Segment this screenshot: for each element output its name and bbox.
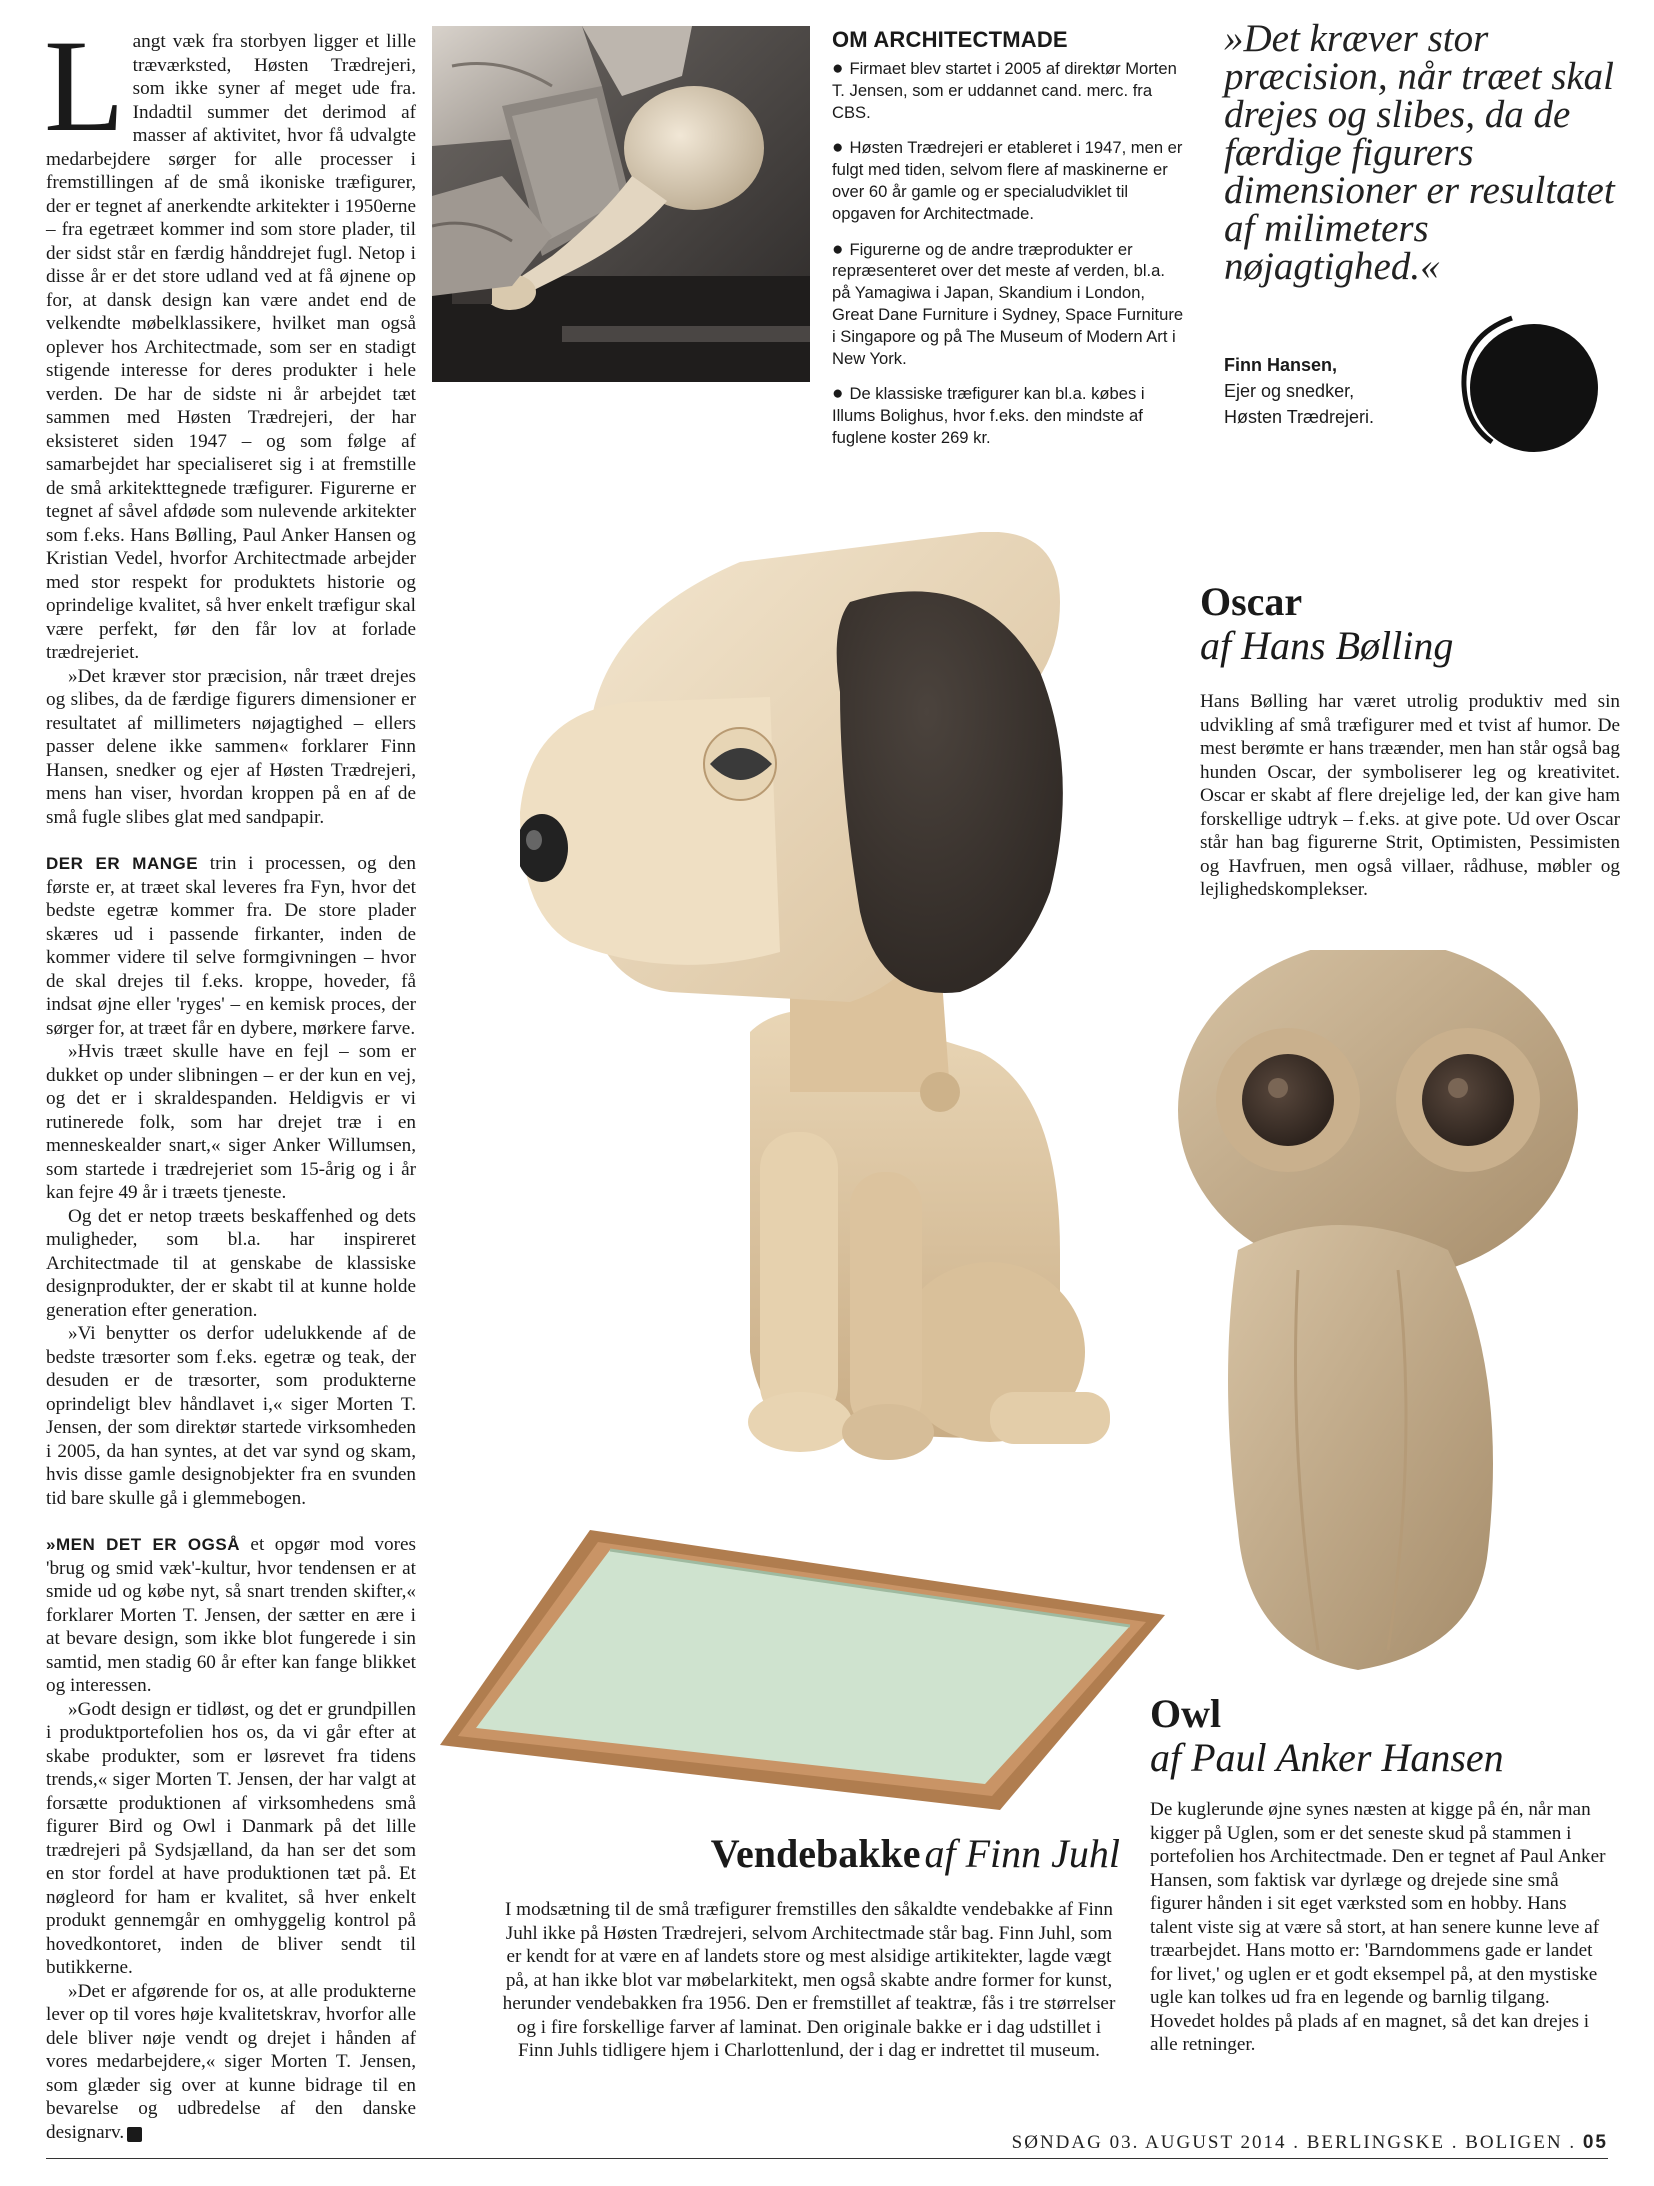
factbox-title: OM ARCHITECTMADE xyxy=(832,27,1068,52)
article-paragraph: DER ER MANGE trin i processen, og den første er, at træet skal leveres fra Fyn, hvor det bedste egetræ kommer fra. De store plader skæres ud i passende firkanter, inden de kommer videre til selve formgivningen – hvor de skal drejes til f.eks. kroppe, hoveder, få indsat øjne eller 'ryges' – en kemisk proces, der sørger for, at træet får en dybere, mørkere farve. xyxy=(46,853,416,1039)
byline-end-mark: B xyxy=(127,2127,142,2142)
bullet-icon: ● xyxy=(832,383,844,405)
article-paragraph: »Det er afgørende for os, at alle produkterne lever op til vores høje kvalitetskrav, hvorfor alle dele bliver nøje vendt og drejet i hånden af vores medarbejdere,« siger Morten T. Jensen, som glæder sig over at kunne bidrage til en bevarelse og udbredelse af den danske designarv. B xyxy=(46,1980,416,2143)
hands-sanding-illustration xyxy=(432,26,810,382)
article-paragraph: »Godt design er tidløst, og det er grundpillen i produktportefolien hos os, da vi går efter at skabe produkter, som er løsrevet fra tidens trends,« siger Morten T. Jensen, der har valgt at forsætte produktionen af virksomhedens små figurer Bird og Owl i Danmark på det lille trædrejeri på Sydsjælland, da han ser det som en stor fordel at have produktionen tæt på. Et nøgleord for ham er kvalitet, så hver enkelt produkt gennemgår en omhyggelig kontrol på hovedkontoret, inden de bliver sendt til butikkerne. xyxy=(46,1698,416,1978)
article-body xyxy=(44,12,416,2144)
oscar-dog-figure xyxy=(520,532,1180,1472)
finn-juhl-tray xyxy=(440,1520,1200,1820)
factbox-item: ● De klassiske træfigurer kan bl.a. købes i Illums Bolighus, hvor f.eks. den mindste af fuglene koster 269 kr. xyxy=(832,383,1145,447)
footer-rule xyxy=(46,2158,1608,2159)
oscar-caption xyxy=(1200,580,1620,902)
factbox-item: ● Firmaet blev startet i 2005 af direktør Morten T. Jensen, som er uddannet cand. merc. fra CBS. xyxy=(832,58,1177,122)
article-paragraph: »Hvis træet skulle have en fejl – som er dukket op under slibningen – er der kun en vej, og det er i skraldespanden. Heldigvis er vi rutinerede folk, som har drejet træ i en menneskealder snart,« siger Anker Willumsen, som startede i trædrejeriet som 15-årig og i år kan fejre 49 år i træets tjeneste. xyxy=(46,1041,416,1203)
article-paragraph: »Vi benytter os derfor udelukkende af de bedste træsorter som f.eks. egetræ og teak, der desuden er de træsorter, som produkterne oprindeligt blev håndlavet i,« siger Morten T. Jensen, der som direktør startede virksomheden i 2005, da han syntes, at det var synd og skam, hvis disse gamle designobjekter fra en svunden tid bare skulle gå i glemmebogen. xyxy=(46,1323,416,1509)
bullet-icon: ● xyxy=(832,58,844,79)
workshop-photo xyxy=(432,26,810,382)
article-paragraph: Og det er netop træets beskaffenhed og dets muligheder, som bl.a. har inspireret Architectmade til at genskabe de klassiske designprodukter, der er skabt til at kunne holde generation efter generation. xyxy=(46,1205,416,1321)
article-paragraph: »MEN DET ER OGSÅ et opgør mod vores 'brug og smid væk'-kultur, hvor tendensen er at smide ud og købe nyt, så snart trenden skifter,« forklarer Morten T. Jensen, der sætter en ære i at bevare design, som ikke blot fungerede i sin samtid, men stadig 60 år efter kan fange blikket og interessen. xyxy=(46,1534,416,1696)
bullet-icon: ● xyxy=(832,137,844,159)
section-lead-in: DER ER MANGE xyxy=(46,854,199,873)
factbox-item: ● Høsten Trædrejeri er etableret i 1947, men er fulgt med tiden, selvom flere af maskinerne er over 60 år gamle og er specialudviklet til opgaven for Architectmade. xyxy=(832,137,1183,223)
factbox xyxy=(832,28,1188,463)
owl-title: Owl xyxy=(1150,1691,1222,1736)
quote-attribution xyxy=(1224,352,1464,430)
tray-description: I modsætning til de små træfigurer fremstilles den såkaldte vendebakke af Finn Juhl ikke på Høsten Trædrejeri, selvom Architectmade står bag. Finn Juhl, som er kendt for at være en af landets store og mest alsidige artikitekter, lagde vægt på, at han ikke blot var møbelarkitekt, men også skabte andre former for kunst, herunder vendebakken fra 1956. Den er fremstillet af teaktræ, fås i tre størrelser og i fire forskellige farver af laminat. Den originale bakke er i dag udstillet i Finn Juhls tidligere hjem i Charlottenlund, der i dag er indrettet til museum. xyxy=(502,1899,1116,2061)
article-paragraph: »Det kræver stor præcision, når træet drejes og slibes, da de færdige figurers dimensioner er resultatet af millimeters nøjagtighed – ellers passer delene ikke sammen« forklarer Finn Hansen, snedker og ejer af Høsten Trædrejeri, mens han viser, hvordan kroppen på en af de små fugle slibes glat med sandpapir. xyxy=(46,665,416,828)
quote-author-role: Ejer og snedker, xyxy=(1224,381,1355,401)
footer-dateline: SØNDAG 03. AUGUST 2014 . BERLINGSKE . BOLIGEN . xyxy=(1011,2132,1577,2153)
factbox-item: ● Figurerne og de andre træprodukter er repræsenteret over det meste af verden, bl.a. på Yamagiwa i Japan, Skandium i London, Great Dane Furniture i Sydney, Space Furniture i Singapore og på The Museum of Modern Art i New York. xyxy=(832,238,1184,368)
page-footer xyxy=(1012,2132,1608,2154)
oscar-subtitle: af Hans Bølling xyxy=(1200,623,1454,668)
owl-subtitle: af Paul Anker Hansen xyxy=(1150,1735,1504,1780)
bullet-icon: ● xyxy=(832,238,844,260)
quote-author-company: Høsten Trædrejeri. xyxy=(1224,407,1375,427)
pull-quote: »Det kræver stor præcision, når træet skal drejes og slibes, da de færdige figurers dimensioner er resultatet af milimeters nøjagtighed.« xyxy=(1224,17,1615,288)
tray-caption-heading xyxy=(520,1832,1120,1876)
article-paragraph: Langt væk fra storbyen ligger et lille træværksted, Høsten Trædrejeri, som ikke syner af meget ude fra. Indadtil summer det derimod af masser af aktivitet, hvor få udvalgte medarbejdere sørger for alle processer i fremstillingen af de små ikoniske træfigurer, der er tegnet af anerkendte arkitekter i 1950erne – fra egetræet kommer ind som store plader, til der sidst står en færdig hånddrejet fugl. Netop i disse år er det store udland ved at få øjnene op for, at dansk design kan være andet end de velkendte møbelklassikere, hvilket man også oplever hos Architectmade, som ser en stadigt stigende interesse for deres produkter i hele verden. De har de sidste ni år arbejdet tæt sammen med Høsten Trædrejeri, der har eksisteret siden 1947 – og som følge af samarbejdet har specialiseret sig i at fremstille de små arkitekttegnede træfigurer. Figurerne er tegnet af såvel afdøde som nulevende arkitekter som f.eks. Hans Bølling, Paul Anker Hansen og Kristian Vedel, hvorfor Architectmade arbejder med stor respekt for produktets historie og oprindelige kvalitet, så hver enkelt træfigur skal være perfekt, før den får lov at forlade trædrejeriet. xyxy=(44,12,416,663)
owl-figure xyxy=(1178,950,1598,1710)
quote-author: Finn Hansen, xyxy=(1224,355,1338,375)
quote-circle-icon xyxy=(1452,306,1602,456)
tray-subtitle: af Finn Juhl xyxy=(924,1831,1120,1876)
owl-description: De kuglerunde øjne synes næsten at kigge på én, når man kigger på Uglen, som er det seneste skud på stammen i portefolien hos Architectmade. Den er tegnet af Paul Anker Hansen, som faktisk var dyrlæge og drejede sine små figurer hånden i sit eget værksted som en hobby. Hans talent viste sig at være så stort, at han senere kunne leve af træarbejdet. Hans motto er: 'Barndommens gade er landet for livet,' og uglen er et godt eksempel på, at den mystiske ugle kan tolkes ud fra en legende og barnlig tilgang. Hovedet holdes på plads af en magnet, så det kan drejes i alle retninger. xyxy=(1150,1799,1606,2055)
oscar-title: Oscar xyxy=(1200,579,1303,624)
section-lead-in: »MEN DET ER OGSÅ xyxy=(46,1535,240,1554)
oscar-description: Hans Bølling har været utrolig produktiv med sin udvikling af små træfigurer med et tvist af humor. De mest berømte er hans træænder, men han står også bag hunden Oscar, der symboliserer leg og kreativitet. Oscar er skabt af flere drejelige led, der kan give ham forskellige udtryk – f.eks. at give pote. Ud over Oscar står han bag figurerne Strit, Optimisten, Pessimisten og Havfruen, men også villaer, rådhuse, møbler og lejlighedskomplekser. xyxy=(1200,691,1620,900)
tray-title: Vendebakke xyxy=(710,1831,921,1876)
page-number: 05 xyxy=(1582,2132,1608,2153)
owl-caption xyxy=(1150,1692,1610,2057)
dropcap: L xyxy=(44,12,125,159)
